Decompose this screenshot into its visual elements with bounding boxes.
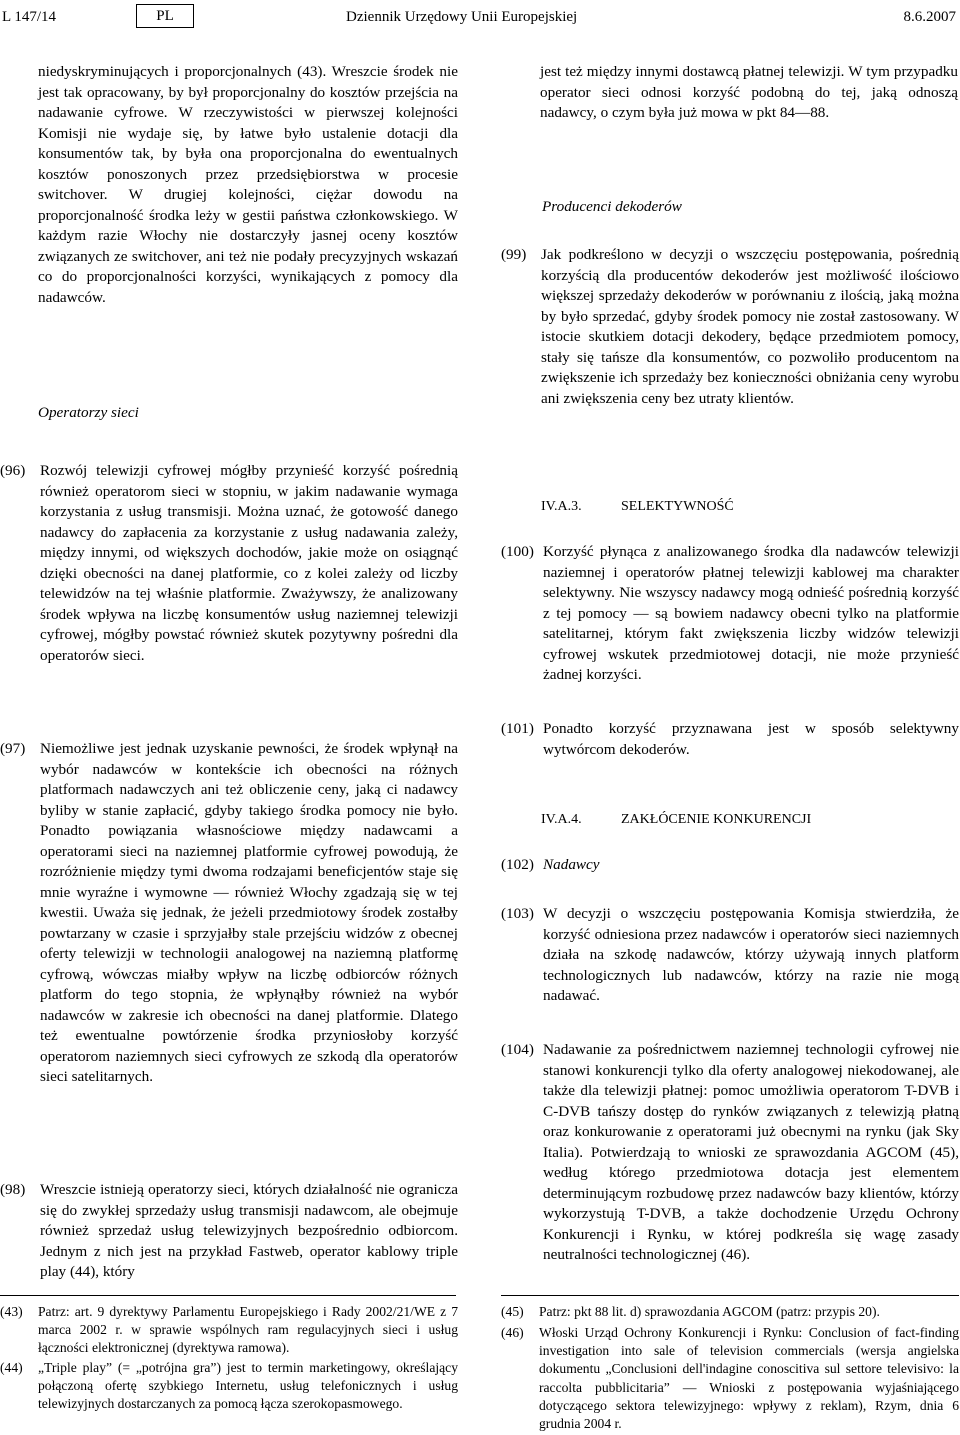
intro-paragraph: niedyskryminujących i proporcjonalnych (43). Wreszcie środek nie jest tak opracowany, by był proporcjonalny do kosztów przejścia na nadawanie cyfrowe. W rzeczywistości w pierwszej kolejności Komisji nie wydaje się, by łatwe było ustalenie dotacji dla konsumentów tak, by była ona proporcjonalna do ewentualnych kosztów ponoszonych przez przedsiębiorstwa w procesie switchover. W drugiej kolejności, ciężar dowodu na proporcjonalność środka leży w gestii państwa członkowskiego. W każdym razie Włochy nie dostarczyły jasnej oceny kosztów związanych ze switchover, ani też nie podały precyzyjnych wskazań co do proporcjonalności korzyści, wynikających z pomocy dla nadawców.	[38, 63, 458, 306]
subheading-decoders: Producenci dekoderów	[542, 198, 682, 215]
footnote-text: Patrz: pkt 88 lit. d) sprawozdania AGCOM (patrz: przypis 20).	[539, 1304, 880, 1319]
section-number: IV.A.4.	[541, 812, 582, 827]
journal-title: Dziennik Urzędowy Unii Europejskiej	[346, 9, 578, 25]
paragraph-text: Nadawanie za pośrednictwem naziemnej technologii cyfrowej nie stanowi konkurencji tylko dla oferty analogowej niekodowanej, ale także dla telewizji płatnej: pomoc umożliwia operatorom T-DVB i C-DVB tańszy dostęp do rynków związanych z telewizją płatną oraz konkurowanie z operatorami już obecnymi na rynku (jak Sky Italia). Potwierdzają to wnioski ze sprawozdania AGCOM (45), według którego przedmiotowa dotacja jest elementem determinującym rozbudowę przez nadawców bazy klientów, którzy wykorzystują T-DVB, a także dochodzenie Urzędu Ochrony Konkurencji i Rynku, w której podkreśla się wagę zasady neutralności technologicznej (46).	[543, 1041, 959, 1263]
footnote-number: (46)	[501, 1325, 524, 1340]
page-header	[0, 4, 960, 32]
footnote-text: Włoski Urząd Ochrony Konkurencji i Rynku: Conclusion of fact-finding investigation into sale of television commercials (wersja angielska dokumentu „Conclusioni dell'indagine conoscitiva sul settore televisivo: la raccolta pubblicitaria” — Wnioski z postępowania wyjaśniającego dotyczącego sektora telewizyjnego: wpływy z reklam), Rzym, dnia 6 grudnia 2004 r.	[539, 1325, 959, 1432]
paragraph-number: (104)	[501, 1041, 534, 1058]
section-title: SELEKTYWNOŚĆ	[621, 499, 734, 514]
paragraph-text: Rozwój telewizji cyfrowej mógłby przynieść korzyść pośrednią również operatorom sieci w stopniu, w jakim nadawanie wymaga korzystania z usług transmisji. Można uznać, że gotowość danego nadawcy do zapłacenia za korzystanie z usług nadawania zależy, między innymi, od większych dochodów, jakie może on osiągnąć dzięki obecności na danej platformie, co z kolei zależy od liczby telewidzów na tej właśnie platformie. Zważywszy, że analizowany środek wpływa na liczbę konsumentów usług naziemnej telewizji cyfrowej, mógłby powstać również skutek pozytywny pośredni dla operatorów sieci.	[40, 462, 458, 664]
footnote-rule-left	[0, 1295, 456, 1296]
paragraph-number: (98)	[0, 1181, 26, 1198]
paragraph-number: (101)	[501, 720, 534, 737]
paragraph-number: (102)	[501, 856, 534, 873]
footnote-number: (45)	[501, 1304, 524, 1319]
section-title: ZAKŁÓCENIE KONKURENCJI	[621, 812, 812, 827]
footnote-text: Patrz: art. 9 dyrektywy Parlamentu Europejskiego i Rady 2002/21/WE z 7 marca 2002 r. w sprawie wspólnych ram regulacyjnych sieci i usług łączności elektronicznej (dyrektywa ramowa).	[38, 1304, 458, 1356]
paragraph-number: (96)	[0, 462, 26, 479]
paragraph-text: Jak podkreślono w decyzji o wszczęciu postępowania, pośrednią korzyścią dla producentów dekoderów jest możliwość ilościowo większej sprzedaży dekoderów w porównaniu z ilością, jaką można by było sprzedać, gdyby środek pomocy nie został zastosowany. W istocie skutkiem dotacji dekodery, będące przedmiotem pomocy, stały się tańsze dla konsumentów, co pozwoliło producentom na zwiększenie ich sprzedaży bez konieczności obniżania ceny wyrobu ani zwiększenia ceny bez utraty klientów.	[541, 246, 959, 407]
paragraph-text: Wreszcie istnieją operatorzy sieci, których działalność nie ogranicza się do zwykłej sprzedaży usług transmisji nadawcom, ale obejmuje również sprzedaż usług telewizyjnych bezpośrednio odbiorcom. Jednym z nich jest na przykład Fastweb, operator kablowy triple play (44), który	[40, 1181, 458, 1280]
paragraph-text: W decyzji o wszczęciu postępowania Komisja stwierdziła, że korzyść odniesiona przez nadawców i operatorów sieci naziemnych działa na szkodę nadawców, którzy używają innych platform technologicznych lub nadawców, którzy na razie nie mogą nadawać.	[543, 905, 959, 1004]
footnote-text: „Triple play” (= „potrójna gra”) jest to termin marketingowy, określający połączoną ofertę szybkiego Internetu, usług telefonicznych i usług telewizyjnych dostarczanych za pomocą łącza szerokopasmowego.	[38, 1360, 458, 1412]
publication-date: 8.6.2007	[903, 9, 956, 25]
continuation-paragraph: jest też między innymi dostawcą płatnej telewizji. W tym przypadku operator sieci odnosi korzyść podobną do tej, jaką odnoszą nadawcy, o czym była już mowa w pkt 84—88.	[540, 63, 958, 121]
section-number: IV.A.3.	[541, 499, 582, 514]
paragraph-text: Ponadto korzyść przyznawana jest w sposób selektywny wytwórcom dekoderów.	[543, 720, 959, 758]
paragraph-text: Korzyść płynąca z analizowanego środka dla nadawców telewizji naziemnej i operatorów płatnej telewizji kablowej ma charakter selektywny. Nie wszyscy nadawcy mogą odnieść pośrednią korzyść z tej pomocy — są bowiem nadawcy obecni tylko na platformie satelitarnej, którym fakt zwiększenia liczby widzów telewizji cyfrowej wskutek przedmiotowej dotacji, nie może przynieść żadnej korzyści.	[543, 543, 959, 683]
paragraph-number: (100)	[501, 543, 534, 560]
language-box: PL	[136, 4, 194, 28]
paragraph-number: (103)	[501, 905, 534, 922]
footnote-number: (43)	[0, 1304, 23, 1319]
page-number: L 147/14	[2, 9, 57, 25]
footnote-rule-right	[501, 1295, 959, 1296]
paragraph-number: (97)	[0, 740, 26, 757]
paragraph-text: Nadawcy	[543, 856, 600, 873]
footnote-number: (44)	[0, 1360, 23, 1375]
paragraph-number: (99)	[501, 246, 527, 263]
subheading-operators: Operatorzy sieci	[38, 404, 139, 421]
paragraph-text: Niemożliwe jest jednak uzyskanie pewności, że środek wpłynął na wybór nadawców w kontekście ich obecności na różnych platformach nadawczych ani też obliczenie ceny, jaką ci nadawcy byliby w stanie zapłacić, gdyby takiego środka pomocy nie było. Ponadto powiązania własnościowe między nadawcami a operatorami sieci na naziemnej platformie cyfrowej powodują, że rozróżnienie między tymi dwoma rodzajami beneficjentów staje się mnie wyraźne i wymowne — również Włochy zgadzają się w tej kwestii. Uważa się jednak, że jeżeli przedmiotowy środek zostałby powtarzany w czasie i sprzyjałby stale przejściu widzów z obecnej oferty telewizji w technologii analogowej na naziemną platformę cyfrową, wówczas miałby wpływ na liczbę odbiorców różnych platform do tego stopnia, że wpłynąłby również na wybór nadawców w zakresie ich obecności na danej platformie. Dlatego też ewentualne powtórzenie środka przyniosłoby korzyść operatorom naziemnych sieci cyfrowych ze szkodą dla operatorów sieci satelitarnych.	[40, 740, 458, 1085]
